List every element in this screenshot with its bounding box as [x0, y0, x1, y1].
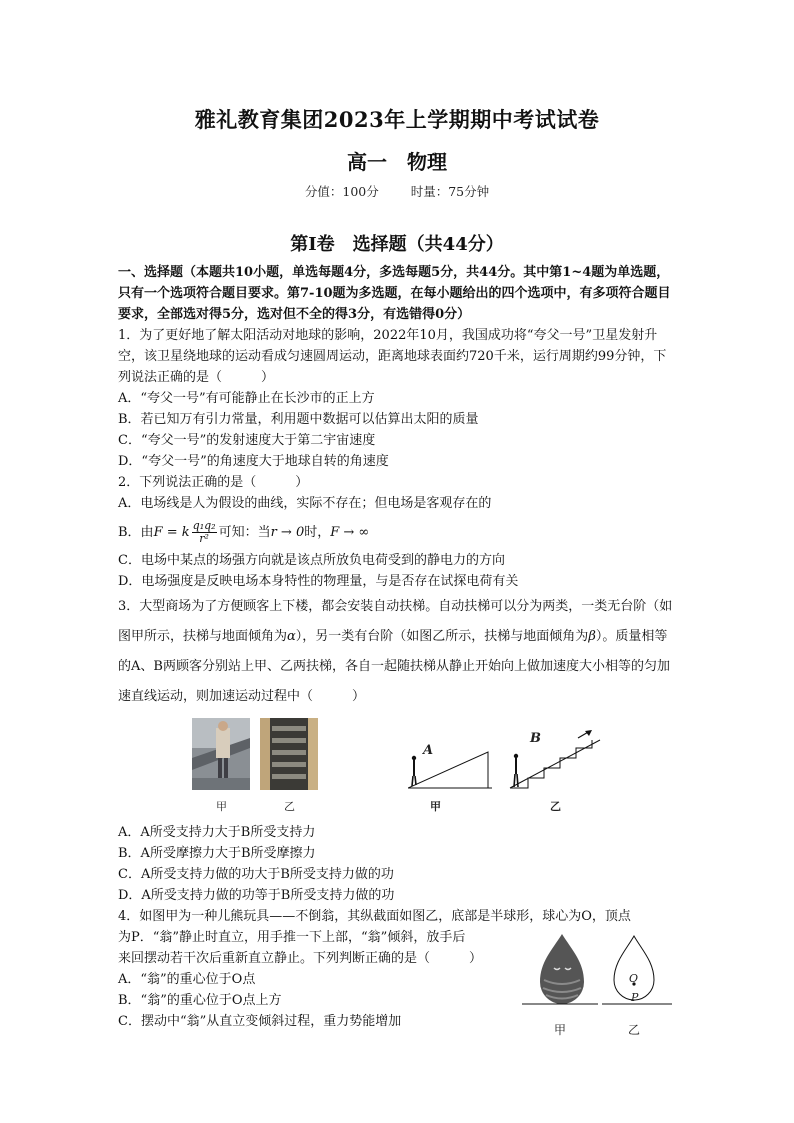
- q2-optb-suffix: 可知：当: [218, 524, 271, 540]
- q4-stem-line3: 来回摆动若干次后重新直立静止。下列判断正确的是（ ）: [118, 951, 483, 966]
- label-o: O: [629, 972, 639, 985]
- q4-option-a: A．“翁”的重心位于O点: [118, 972, 256, 987]
- fraction-numerator: q₁q₂: [192, 518, 216, 532]
- q3-figures: [118, 718, 678, 818]
- q2-optb-cond: r → 0: [270, 524, 305, 540]
- time-text: 时量：75分钟: [410, 184, 490, 199]
- q1-option-d: D．“夸父一号”的角速度大于地球自转的角速度: [118, 454, 389, 469]
- q4-block: [118, 906, 678, 1037]
- q3-stem-part2: ），另一类有台阶（如图乙所示，扶梯与地面倾角为: [295, 629, 589, 644]
- q3-stem-part1: 3．大型商场为了方便顾客上下楼，都会安装自动扶梯。自动扶梯可以分为两类，一类无台阶（如图甲所示，扶梯与地面倾角为: [118, 599, 673, 644]
- q2-option-d: D．电场强度是反映电场本身特性的物理量，与是否存在试探电荷有关: [118, 574, 519, 589]
- label-b: B: [530, 731, 541, 746]
- escalator-diagram-jia: [408, 736, 492, 796]
- q3-option-c: C．A所受支持力做的功大于B所受支持力做的功: [118, 867, 394, 882]
- q1-stem: 1．为了更好地了解太阳活动对地球的影响，2022年10月，我国成功将“夸父一号”卫星发射升空，该卫星绕地球的运动看成匀速圆周运动，距离地球表面约720千米，运行周期约99分钟，下列说法正确的是（ ）: [118, 328, 667, 385]
- q3-option-b: B．A所受摩擦力大于B所受摩擦力: [118, 846, 316, 861]
- q2-stem: 2．下列说法正确的是（ ）: [118, 475, 309, 490]
- q4-stem-line2: 为P．“翁”静止时直立，用手推一下上部，“翁”倾斜，放手后: [118, 930, 466, 945]
- q1-option-b: B．若已知万有引力常量，利用题中数据可以估算出太阳的质量: [118, 412, 479, 427]
- q2-option-a: A．电场线是人为假设的曲线，实际不存在；但电场是客观存在的: [118, 496, 492, 511]
- q3-diagram-caption-jia: 甲: [430, 800, 441, 813]
- label-p: P: [631, 991, 639, 1004]
- q1-option-a: A．“夸父一号”有可能静止在长沙市的正上方: [118, 391, 375, 406]
- fraction-denominator: r²: [199, 531, 209, 545]
- exam-title: 雅礼教育集团2023年上学期期中考试试卷: [194, 107, 600, 132]
- q3-diagram-caption-yi: 乙: [550, 800, 561, 813]
- instructions: 一、选择题（本题共10小题，单选每题4分，多选每题5分，共44分。其中第1~4题为单选题，只有一个选项符合题目要求。第7-10题为多选题，在每小题给出的四个选项中，有多项符合题目要求，全部选对得5分，选对但不全的得3分，有选错得0分）: [118, 265, 671, 322]
- formula-f: F: [153, 524, 163, 540]
- q4-text-column: [118, 927, 518, 1032]
- escalator-photo-yi: [260, 718, 318, 790]
- coulomb-fraction: [192, 520, 217, 545]
- q2-option-c: C．电场中某点的场强方向就是该点所放负电荷受到的静电力的方向: [118, 553, 505, 568]
- exam-meta: [0, 182, 794, 200]
- q4-stem-line1: 4．如图甲为一种儿熊玩具——不倒翁，其纵截面如图乙，底部是半球形，球心为O，顶点: [118, 909, 631, 924]
- beta-symbol: β: [588, 629, 596, 644]
- q2-option-b: [118, 517, 678, 547]
- escalator-diagram-yi: [508, 726, 604, 796]
- formula-equals: =: [162, 524, 182, 540]
- q3-option-a: A．A所受支持力大于B所受支持力: [118, 825, 316, 840]
- q4-option-b: B．“翁”的重心位于O点上方: [118, 993, 282, 1008]
- alpha-symbol: α: [287, 629, 296, 644]
- q2-optb-prefix: B．由: [118, 524, 154, 540]
- label-a: A: [423, 743, 434, 758]
- q2-optb-time: 时，: [304, 524, 331, 540]
- exam-subtitle: 高一 物理: [347, 150, 447, 174]
- q3-photo-caption-jia: 甲: [216, 800, 227, 813]
- q1-option-c: C．“夸父一号”的发射速度大于第二宇宙速度: [118, 433, 376, 448]
- section-heading: 第I卷 选择题（共44分）: [290, 234, 504, 255]
- formula-k: k: [181, 524, 190, 540]
- q4-caption-jia: 甲: [554, 1023, 567, 1037]
- question-content: [118, 262, 678, 1037]
- q4-option-c: C．摆动中“翁”从直立变倾斜过程，重力势能增加: [118, 1014, 402, 1029]
- score-text: 分值：100分: [304, 184, 379, 199]
- q3-stem: [118, 592, 678, 712]
- tumbler-figures: [522, 932, 672, 1014]
- q4-caption-yi: 乙: [628, 1023, 641, 1037]
- q2-optb-result: F → ∞: [330, 524, 370, 540]
- escalator-photo-jia: [192, 718, 250, 790]
- q3-stem-part3: ）。质量相等的A、B两顾客分别站上甲、乙两扶梯，各自一起随扶梯从静止开始向上做加速度大小相等的匀加速直线运动，则加速运动过程中（ ）: [118, 629, 670, 704]
- q3-option-d: D．A所受支持力做的功等于B所受支持力做的功: [118, 888, 395, 903]
- q3-photo-caption-yi: 乙: [284, 800, 295, 813]
